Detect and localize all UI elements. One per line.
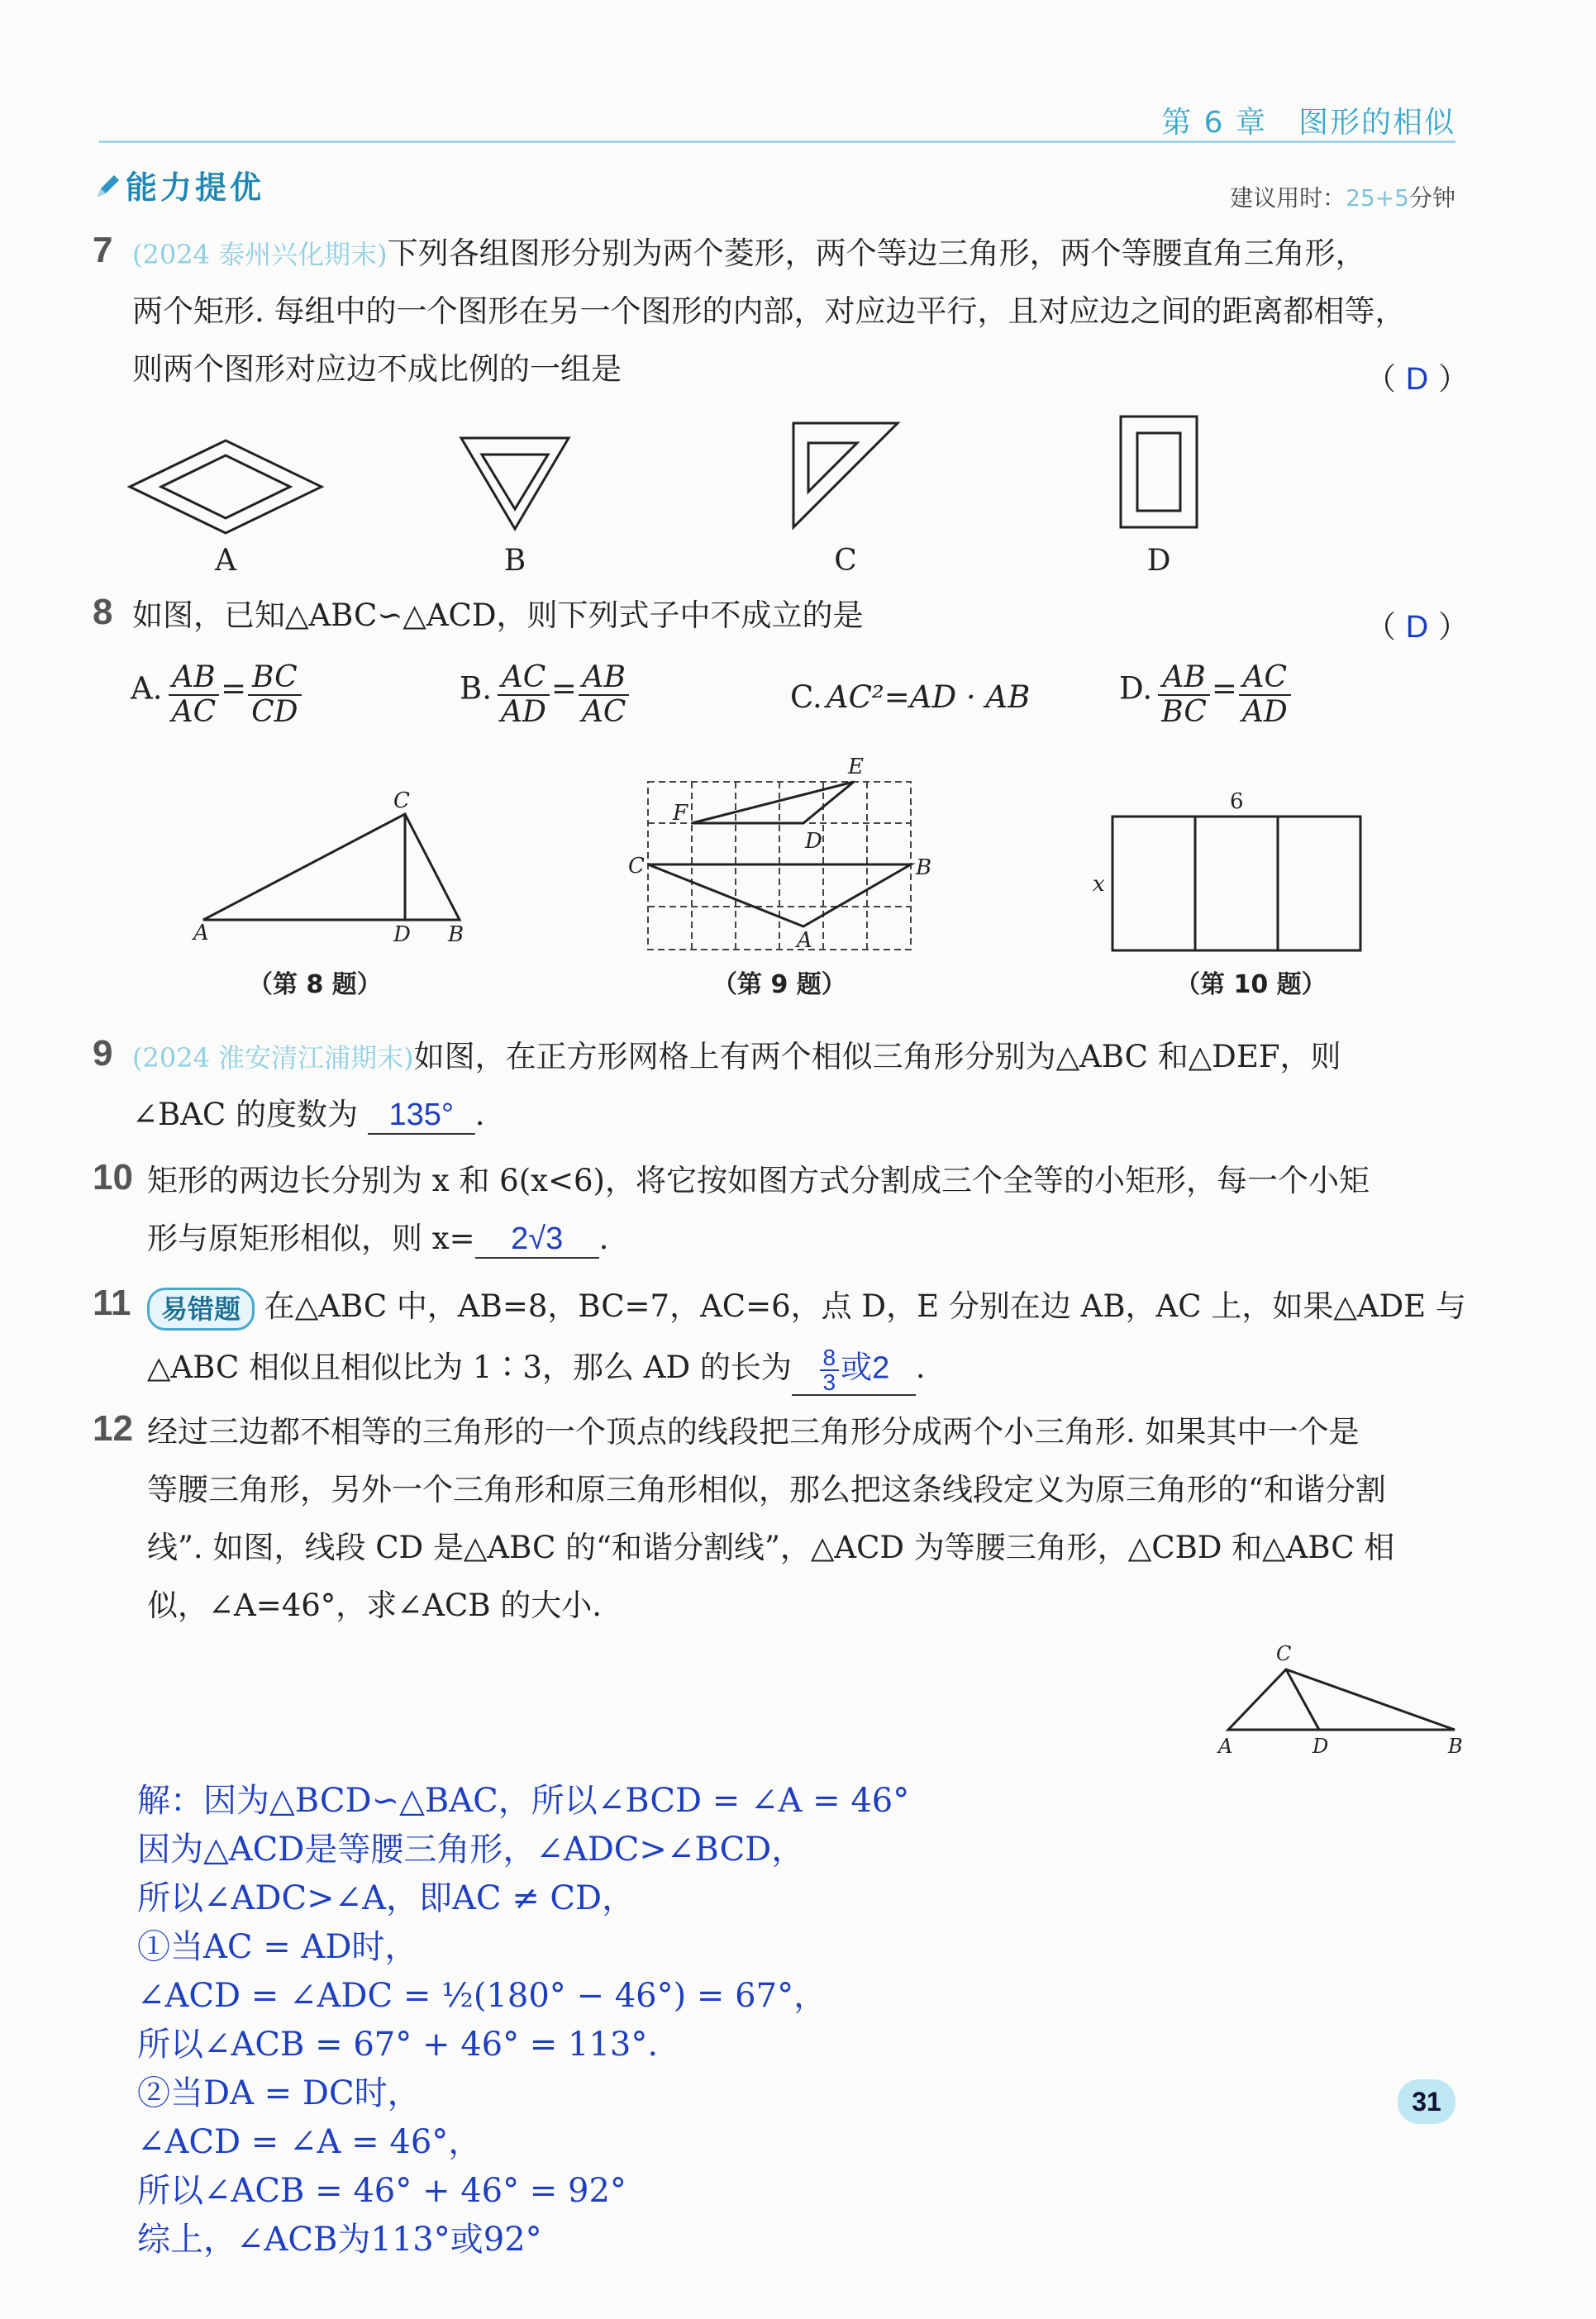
denominator: 3 [822, 1369, 836, 1395]
solution-block [137, 1777, 909, 2264]
q11-answer-rest: 或2 [841, 1350, 890, 1385]
section-title-text: 能力提优 [126, 169, 265, 206]
q10-answer-blank [475, 1221, 599, 1259]
section-title [93, 162, 264, 207]
rectangle-inner [1137, 433, 1180, 511]
q8-option-a [131, 661, 303, 729]
denominator: BC [1161, 695, 1207, 729]
q11-answer-fraction [820, 1346, 840, 1394]
label-a: A [1218, 1735, 1233, 1758]
header-divider [99, 140, 1455, 143]
q9-text-1: 如图，在正方形网格上有两个相似三角形分别为△ABC 和△DEF，则 [413, 1039, 1341, 1074]
fraction [248, 661, 301, 729]
figure-10-caption: （第 10 题） [1175, 970, 1327, 999]
q12-line-3: 线”. 如图，线段 CD 是△ABC 的“和谐分割线”，△ACD 为等腰三角形，△CBD 和△ABC 相 [147, 1530, 1395, 1565]
q7-line-2: 两个矩形. 每组中的一个图形在另一个图形的内部，对应边平行，且对应边之间的距离都相等， [132, 293, 1406, 329]
fig-label-d: D [1146, 544, 1171, 578]
q9-source: (2024 淮安清江浦期末) [132, 1042, 414, 1074]
label-c: C [1276, 1642, 1292, 1665]
solution-line: 因为△ACD是等腰三角形，∠ADC>∠BCD， [137, 1831, 805, 1869]
option-label: D. [1119, 670, 1153, 707]
label-a: A [193, 921, 209, 945]
label-d: D [805, 829, 822, 854]
figure-10 [1083, 785, 1380, 959]
suggested-time-label: 建议用时： [1230, 184, 1346, 212]
q11-answer-blank [792, 1346, 916, 1396]
equals: = [1211, 670, 1237, 707]
q10-text-3: . [598, 1221, 609, 1256]
numerator: AC [498, 661, 550, 696]
question-number-10: 10 [93, 1157, 133, 1198]
q7-line-1 [132, 225, 1366, 283]
fig-label-c: C [834, 544, 857, 578]
q9-text-3: . [474, 1097, 485, 1132]
label-c: C [628, 854, 645, 879]
fraction [169, 661, 220, 729]
q7-answer-paren: （ D ） [1365, 361, 1469, 397]
q12-line-1: 经过三边都不相等的三角形的一个顶点的线段把三角形分成两个小三角形. 如果其中一个是 [147, 1414, 1360, 1450]
q7-source: (2024 泰州兴化期末) [132, 239, 388, 270]
denominator: AD [501, 695, 546, 729]
fig-label-a: A [215, 544, 236, 578]
suggested-time-value: 25+5 [1346, 184, 1409, 212]
figure-9 [620, 752, 942, 959]
question-number-11: 11 [93, 1283, 131, 1323]
q8-option-c [790, 679, 1030, 715]
figure-8-caption: （第 8 题） [248, 970, 382, 999]
q10-line-1: 矩形的两边长分别为 x 和 6(x<6)，将它按如图方式分割成三个全等的小矩形，每一个小矩 [147, 1163, 1370, 1198]
question-number-12: 12 [93, 1408, 133, 1449]
solution-line: ②当DA = DC时， [137, 2074, 421, 2112]
fraction [498, 661, 550, 729]
q9-text-2: ∠BAC 的度数为 [132, 1097, 358, 1132]
q11-text-3: . [915, 1350, 926, 1385]
denominator: AC [171, 695, 217, 729]
fig-label-b: B [503, 544, 526, 578]
figure-12 [1207, 1640, 1471, 1764]
q11-line-1 [147, 1278, 1466, 1336]
q9-answer: 135° [388, 1098, 455, 1132]
q10-line-2 [147, 1210, 608, 1268]
label-e: E [848, 755, 864, 779]
denominator: AC [581, 695, 626, 729]
pencil-icon [93, 172, 122, 202]
option-label: B. [460, 670, 492, 707]
figure-9-caption: （第 9 题） [712, 970, 846, 999]
label-b: B [916, 855, 932, 880]
numerator: AB [579, 661, 630, 696]
denominator: CD [251, 695, 298, 729]
q9-line-1 [132, 1028, 1341, 1087]
numerator: AC [1239, 661, 1291, 696]
label-x: x [1093, 872, 1105, 897]
q10-answer: 2√3 [511, 1221, 564, 1256]
solution-line: 所以∠ACB = 46° + 46° = 92° [137, 2172, 626, 2210]
q7-figures [116, 405, 1223, 587]
label-d: D [393, 922, 411, 947]
solution-line: 综上，∠ACB为113°或92° [137, 2221, 542, 2259]
fraction [579, 661, 630, 729]
q8-text: 如图，已知△ABC∽△ACD，则下列式子中不成立的是 [132, 598, 864, 633]
q8-option-b [460, 661, 631, 729]
suggested-time-unit: 分钟 [1408, 184, 1455, 212]
question-number-7: 7 [93, 230, 113, 270]
option-label: C. [790, 679, 822, 715]
solution-line: ∠ACD = ∠A = 46°， [137, 2123, 482, 2161]
figure-8 [182, 789, 479, 963]
q9-line-2 [132, 1086, 485, 1144]
numerator: AB [169, 661, 220, 696]
page-number: 31 [1398, 2079, 1455, 2124]
q12-line-4: 似，∠A=46°，求∠ACB 的大小. [147, 1588, 603, 1623]
triangle-outer [461, 438, 569, 529]
q7-line-3: 则两个图形对应边不成比例的一组是 [132, 351, 622, 387]
label-6: 6 [1230, 789, 1244, 814]
equals: = [221, 670, 247, 707]
q11-line-2 [147, 1339, 926, 1397]
q10-text-2: 形与原矩形相似，则 x= [147, 1221, 475, 1256]
q8-option-d [1119, 661, 1293, 729]
label-d: D [1313, 1735, 1329, 1758]
solution-line: 所以∠ACB = 67° + 46° = 113°. [137, 2026, 659, 2064]
equals: = [550, 670, 577, 707]
q7-text-1: 下列各组图形分别为两个菱形，两个等边三角形，两个等腰直角三角形， [387, 236, 1366, 271]
fraction [1158, 661, 1210, 729]
error-prone-tag: 易错题 [147, 1288, 255, 1331]
solution-line: 所以∠ADC>∠A，即AC ≠ CD， [137, 1879, 636, 1917]
q7-answer: D [1405, 362, 1429, 397]
solution-line: 解：因为△BCD∽△BAC，所以∠BCD = ∠A = 46° [137, 1782, 910, 1820]
numerator: AB [1158, 661, 1210, 696]
q11-text-1: 在△ABC 中，AB=8，BC=7，AC=6，点 D，E 分别在边 AB，AC 上，如果△ADE 与 [264, 1288, 1466, 1324]
option-expression: AC²=AD · AB [826, 679, 1031, 715]
label-c: C [393, 789, 410, 813]
label-b: B [448, 922, 465, 947]
q11-text-2: △ABC 相似且相似比为 1∶3，那么 AD 的长为 [147, 1350, 792, 1385]
solution-line: ①当AC = AD时， [137, 1928, 418, 1966]
rhombus-inner [161, 455, 290, 518]
numerator: 8 [820, 1346, 840, 1371]
q9-answer-blank [368, 1097, 475, 1135]
label-f: F [673, 801, 688, 826]
label-a: A [797, 928, 812, 953]
q8-answer-paren: （ D ） [1365, 609, 1469, 645]
label-b: B [1448, 1735, 1463, 1758]
q8-answer: D [1405, 610, 1429, 645]
right-triangle-inner [808, 443, 857, 492]
numerator: BC [248, 661, 301, 696]
question-number-9: 9 [93, 1033, 113, 1074]
option-label: A. [131, 670, 163, 707]
triangle-inner [482, 455, 548, 509]
fraction [1239, 661, 1291, 729]
solution-line: ∠ACD = ∠ADC = ½(180° − 46°) = 67°， [137, 1977, 827, 2015]
suggested-time [1230, 180, 1455, 213]
question-number-8: 8 [93, 592, 113, 632]
chapter-title: 第 6 章 图形的相似 [1161, 106, 1455, 140]
q12-line-2: 等腰三角形，另外一个三角形和原三角形相似，那么把这条线段定义为原三角形的“和谐分割 [147, 1472, 1386, 1507]
denominator: AD [1241, 695, 1288, 729]
